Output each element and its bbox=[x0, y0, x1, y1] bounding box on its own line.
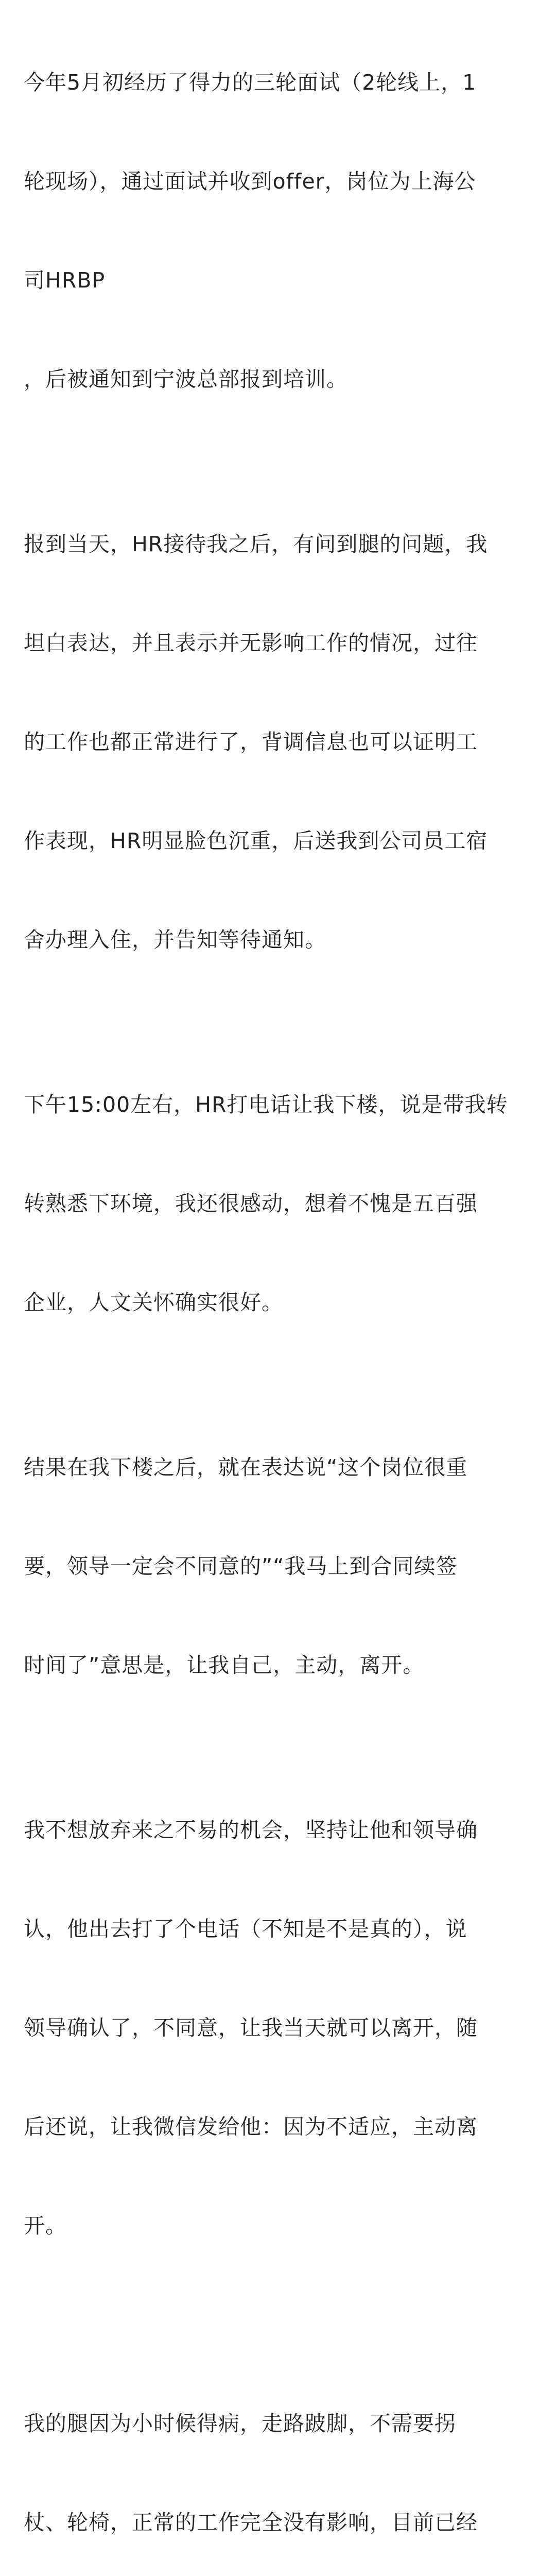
text-line: 转熟悉下环境，我还很感动，想着不愧是五百强 bbox=[24, 1191, 478, 1216]
paragraph-background bbox=[24, 2341, 544, 2576]
text-line: 作表现，HR明显脸色沉重，后送我到公司员工宿 bbox=[24, 828, 488, 853]
text-line: 司HRBP bbox=[24, 268, 106, 293]
text-line: 时间了”意思是，让我自己，主动，离开。 bbox=[24, 1653, 425, 1677]
text-line: 坦白表达，并且表示并无影响工作的情况，过往 bbox=[24, 631, 478, 655]
text-line: 杖、轮椅，正常的工作完全没有影响，目前已经 bbox=[24, 2510, 478, 2535]
text-line: 后还说，让我微信发给他：因为不适应，主动离 bbox=[24, 2114, 478, 2139]
text-line: 企业，人文关怀确实很好。 bbox=[24, 1290, 283, 1315]
text-line: 今年5月初经历了得力的三轮面试（2轮线上，1 bbox=[24, 70, 477, 95]
text-line: 轮现场），通过面试并收到offer，岗位为上海公 bbox=[24, 169, 476, 194]
text-line: 下午15:00左右，HR打电话让我下楼，说是带我转 bbox=[24, 1092, 508, 1117]
post-body bbox=[24, 0, 544, 2576]
text-line: 开。 bbox=[24, 2213, 67, 2238]
text-line: ，后被通知到宁波总部报到培训。 bbox=[24, 367, 348, 392]
text-line: 领导确认了，不同意，让我当天就可以离开，随 bbox=[24, 2015, 478, 2040]
paragraph-report-day bbox=[24, 462, 544, 1022]
text-line: 我的腿因为小时候得病，走路跛脚，不需要拐 bbox=[24, 2411, 456, 2436]
paragraph-confirm bbox=[24, 1748, 544, 2308]
text-line: 我不想放弃来之不易的机会，坚持让他和领导确 bbox=[24, 1818, 478, 1842]
paragraph-result bbox=[24, 1385, 544, 1748]
text-line: 舍办理入住，并告知等待通知。 bbox=[24, 927, 326, 952]
text-line: 结果在我下楼之后，就在表达说“这个岗位很重 bbox=[24, 1455, 468, 1480]
text-line: 认，他出去打了个电话（不知是不是真的），说 bbox=[24, 1917, 467, 1941]
paragraph-afternoon bbox=[24, 1022, 544, 1385]
text-line: 的工作也都正常进行了，背调信息也可以证明工 bbox=[24, 730, 478, 754]
text-line: 报到当天，HR接待我之后，有问到腿的问题，我 bbox=[24, 532, 488, 556]
paragraph-interview bbox=[24, 0, 544, 462]
paragraph-spacer bbox=[24, 2308, 544, 2341]
text-line: 要，领导一定会不同意的”“我马上到合同续签 bbox=[24, 1554, 458, 1579]
